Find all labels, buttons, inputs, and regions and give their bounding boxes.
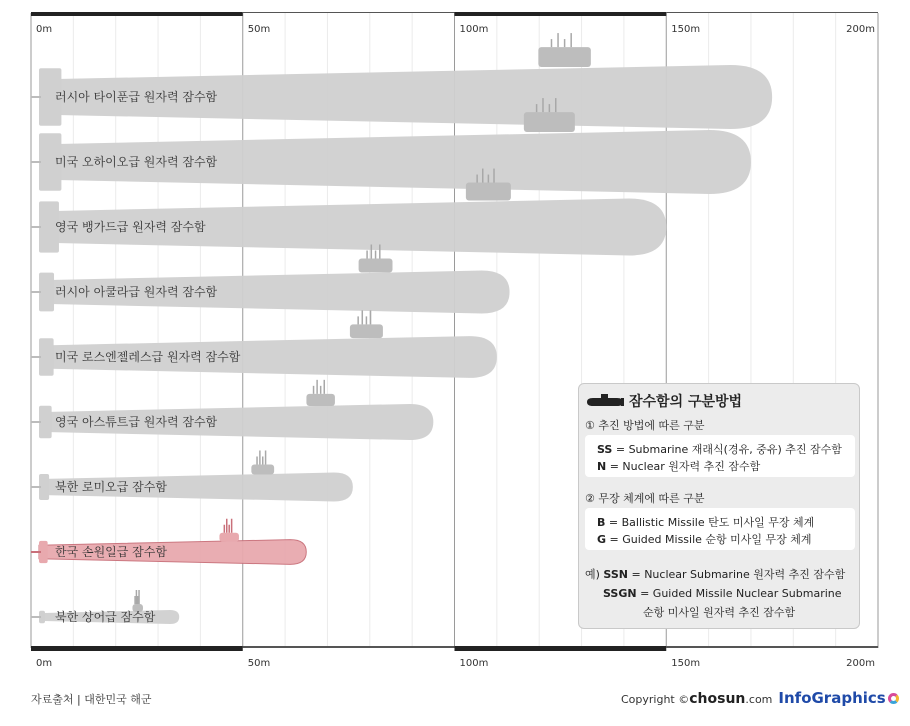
legend-g-code: G — [597, 533, 607, 546]
submarine-label: 영국 아스튜트급 원자력 잠수함 — [55, 415, 218, 429]
scale-bar-top — [666, 12, 878, 13]
scale-bar-bottom — [666, 646, 878, 648]
legend-b-code: B — [597, 516, 606, 529]
legend-ssgn-text: = Guided Missile Nuclear Submarine — [636, 587, 842, 600]
legend-ss-line — [597, 441, 842, 457]
legend-ss-code: SS — [597, 443, 613, 456]
legend-example-prefix: 예) — [585, 568, 604, 581]
scale-bar-bottom — [243, 646, 455, 648]
chosun-suffix: .com — [745, 693, 773, 706]
legend-ssn-code: SSN — [603, 568, 628, 581]
submarine-sail — [466, 183, 511, 201]
legend-n-line — [597, 458, 760, 474]
submarine-label: 러시아 아쿨라급 원자력 잠수함 — [55, 285, 218, 299]
legend-ssn-text: = Nuclear Submarine 원자력 추진 잠수함 — [627, 568, 846, 581]
submarine-icon — [585, 392, 625, 410]
submarine-sail — [524, 112, 575, 132]
legend-section-propulsion: ① 추진 방법에 따른 구분 — [585, 419, 705, 432]
legend-card-armament — [585, 508, 855, 550]
submarine-sail — [251, 464, 274, 474]
scale-bar-bottom — [31, 646, 243, 651]
submarine-tail — [39, 338, 54, 376]
submarine-prop — [31, 161, 41, 163]
legend-ss-text: = Submarine 재래식(경유, 중유) 추진 잠수함 — [612, 443, 842, 456]
infographics-logo: InfoGraphics — [778, 689, 886, 707]
legend-title: 잠수함의 구분방법 — [629, 394, 743, 410]
scale-bar-bottom — [455, 646, 667, 651]
submarine-prop — [31, 551, 41, 553]
tick-label-bottom: 150m — [671, 658, 701, 669]
legend-n-text: = Nuclear 원자력 추진 잠수함 — [606, 460, 761, 473]
submarine-prop — [31, 421, 41, 423]
tick-label-bottom: 50m — [247, 658, 271, 669]
submarine-label: 러시아 타이푼급 원자력 잠수함 — [55, 90, 218, 104]
legend-example-ssgn — [603, 587, 842, 600]
submarine-prop — [31, 226, 41, 228]
submarine-label: 북한 상어급 잠수함 — [55, 610, 156, 624]
submarine-label: 미국 로스엔젤레스급 원자력 잠수함 — [55, 350, 241, 364]
chosun-logo: chosun — [689, 691, 746, 707]
tick-label-top: 0m — [36, 24, 53, 35]
legend-ssgn-text2: 순항 미사일 원자력 추진 잠수함 — [643, 606, 796, 619]
submarine-sail — [219, 533, 239, 542]
submarine-prop — [31, 96, 41, 98]
infographics-ring-icon — [888, 693, 899, 704]
submarine-label: 한국 손원일급 잠수함 — [55, 545, 167, 559]
tick-label-top: 150m — [671, 24, 701, 35]
submarine-label: 영국 뱅가드급 원자력 잠수함 — [55, 220, 206, 234]
source-note: 자료출처 | 대한민국 해군 — [31, 693, 152, 706]
tick-label-bottom: 200m — [846, 658, 875, 669]
scale-bar-top — [31, 12, 243, 16]
submarine-sail — [359, 259, 393, 273]
copyright-text: Copyright © — [621, 693, 690, 706]
scale-bar-top — [243, 12, 455, 13]
submarine-prop — [31, 356, 41, 358]
legend-g-line — [597, 531, 812, 547]
legend-b-line — [597, 514, 814, 530]
legend-b-text: = Ballistic Missile 탄도 미사일 무장 체계 — [605, 516, 815, 529]
legend-box — [578, 383, 860, 629]
scale-bar-top — [455, 12, 667, 16]
copyright-line — [621, 689, 899, 707]
submarine-label: 미국 오하이오급 원자력 잠수함 — [55, 155, 218, 169]
submarine-sail — [538, 47, 591, 67]
submarine-prop — [31, 486, 41, 488]
submarine-sail — [350, 324, 383, 338]
submarine-prop — [31, 291, 41, 293]
submarine-tail — [39, 273, 54, 312]
legend-n-code: N — [597, 460, 607, 473]
legend-section-armament: ② 무장 체계에 따른 구분 — [585, 492, 705, 505]
tick-label-top: 200m — [846, 24, 875, 35]
tick-label-top: 50m — [247, 24, 271, 35]
legend-g-text: = Guided Missile 순항 미사일 무장 체계 — [606, 533, 812, 546]
legend-example-ssn — [585, 566, 845, 582]
tick-label-top: 100m — [459, 24, 489, 35]
submarine-label: 북한 로미오급 잠수함 — [55, 480, 167, 494]
legend-ssgn-code: SSGN — [603, 587, 637, 600]
submarine-sail — [306, 394, 335, 406]
legend-card-propulsion — [585, 435, 855, 477]
tick-label-bottom: 0m — [36, 658, 53, 669]
tick-label-bottom: 100m — [459, 658, 489, 669]
submarine-prop — [31, 616, 41, 618]
